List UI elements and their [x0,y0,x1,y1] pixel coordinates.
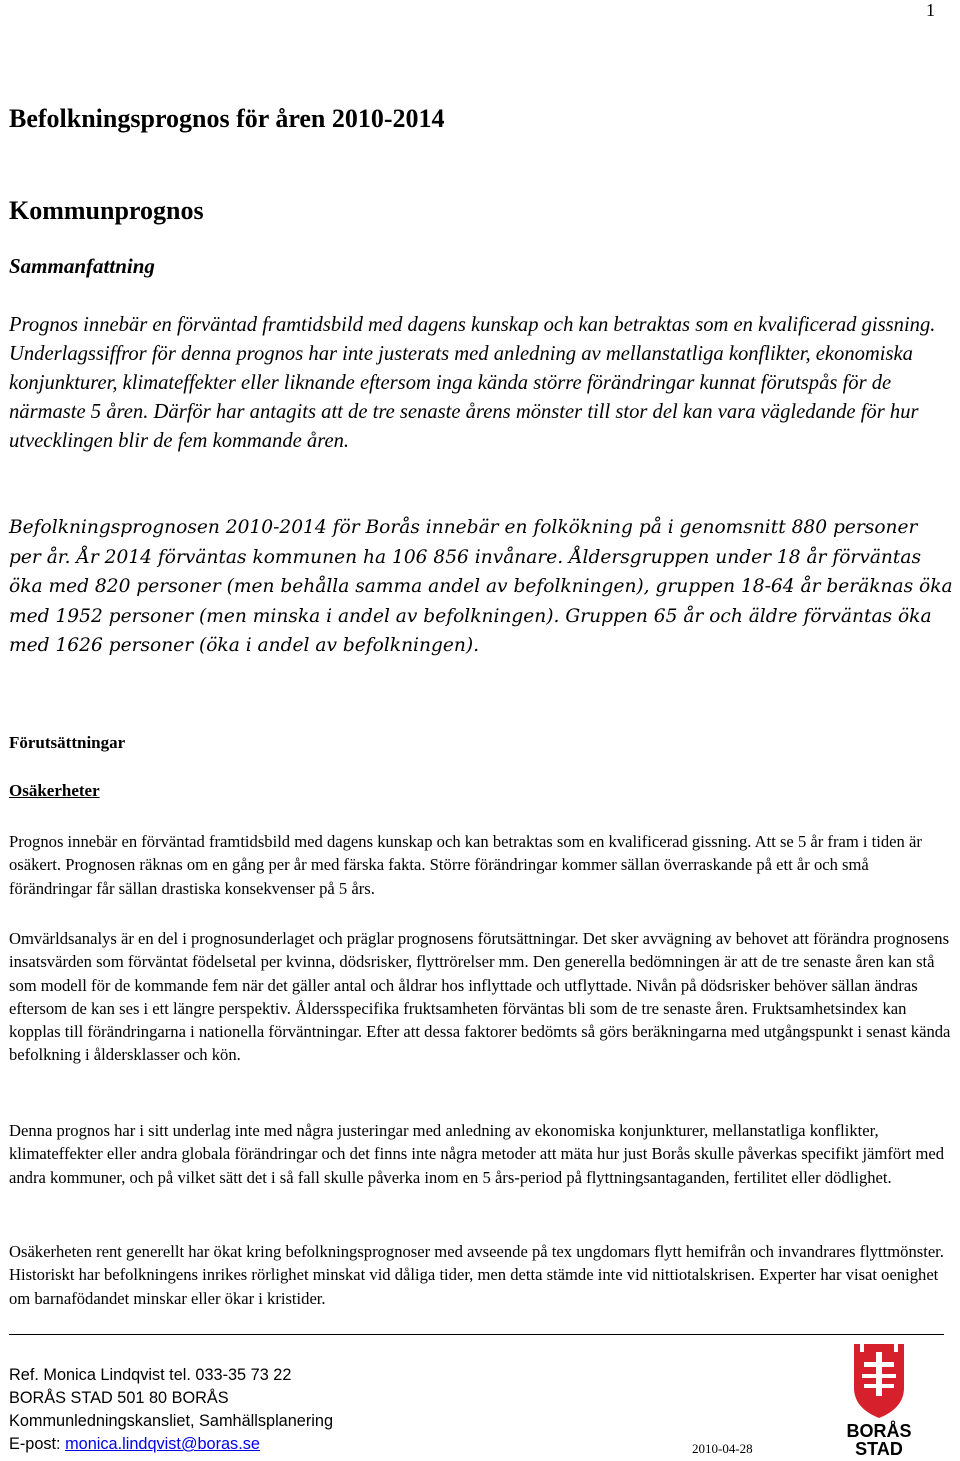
body-paragraph-4: Osäkerheten rent generellt har ökat kring befolkningsprognoser med avseende på tex ungdomars flytt hemifrån och invandrares flyttmönster. Historiskt har befolkningens inrikes rörlighet minskat vid dåliga tider, men detta stämde inte vid nittiotalskrisen. Experter har visat oenighet om barnafödandet minskar eller ökar i kristider. [9,1242,944,1308]
summary-paragraph-2: Befolkningsprognosen 2010-2014 för Borås innebär en folkökning på i genomsnitt 880 personer per år. År 2014 förväntas kommunen ha 106 856 invånare. Åldersgruppen under 18 år förväntas öka med 820 personer (men behålla samma andel av befolkningen), gruppen 18-64 år beräknas öka med 1952 personer (men minska i andel av befolkningen). Gruppen 65 år och äldre förväntas öka med 1626 personer (öka i andel av befolkningen). [9,517,953,656]
section-title: Kommunprognos [9,196,204,225]
document-title: Befolkningsprognos för åren 2010-2014 [9,104,445,133]
uncertainties-subheading: Osäkerheter [9,781,100,800]
summary-heading: Sammanfattning [9,254,155,278]
footer-address: BORÅS STAD 501 80 BORÅS [9,1389,229,1407]
page-number: 1 [926,0,935,20]
body-paragraph-1: Prognos innebär en förväntad framtidsbild med dagens kunskap och kan betraktas som en kvalificerad gissning. Att se 5 år fram i tiden är osäkert. Prognosen räknas om en gång per år med färska fakta. Större förändringar kommer sällan överraskande på ett år och små förändringar får sällan drastiska konsekvenser på 5 års. [9,832,922,898]
summary-paragraph-1: Prognos innebär en förväntad framtidsbild med dagens kunskap och kan betraktas som en kvalificerad gissning. Underlagssiffror för denna prognos har inte justerats med anledning av mellanstatliga konflikter, ekonomiska konjunkturer, klimateffekter eller liknande eftersom inga kända större förändringar kunnat förutspås för de närmaste 5 åren. Därför har antagits att de tre senaste årens mönster till stor del kan vara vägledande för hur utvecklingen blir de fem kommande åren. [9,314,936,452]
footer-email-line [9,1433,333,1456]
footer-ref: Ref. Monica Lindqvist tel. 033-35 73 22 [9,1366,292,1384]
boras-crest-logo-icon [836,1338,922,1458]
logo-text-line2: STAD [855,1439,903,1458]
logo-text-line1: BORÅS [846,1421,912,1441]
body-paragraph-3: Denna prognos har i sitt underlag inte med några justeringar med anledning av ekonomiska konjunkturer, mellanstatliga konflikter, klimateffekter eller andra globala förändringar och det finns inte några metoder att mäta hur just Borås skulle påverkas specifikt jämfört med andra kommuner, och på vilket sätt det i så fall skulle påverka inom en 5 års-period på flyttningsantaganden, fertilitet eller dödlighet. [9,1121,945,1187]
body-paragraph-2: Omvärldsanalys är en del i prognosunderlaget och präglar prognosens förutsättningar. Det sker avvägning av behovet att förändra prognosens insatsvärden som förväntat födelsetal per kvinna, dödsrisker, flyttrörelser mm. Den generella bedömningen är att de tre senaste åren kan stå som modell för de kommande fem när det gäller antal och åldrar hos inflyttade och utflyttade. Nivån på dödsrisker behöver sällan ändras eftersom de kan ses i ett längre perspektiv. Åldersspecifika fruktsamheten förväntas bli som de tre senaste åren. Fruktsamhetsindex kan kopplas till förändringarna i nationella förväntningar. Efter att dessa faktorer bedömts så görs beräkningarna med utgångspunkt i senast kända befolkning i åldersklasser och kön. [9,929,951,1065]
footer-divider [9,1334,944,1335]
prerequisites-heading: Förutsättningar [9,733,126,752]
footer-date: 2010-04-28 [692,1441,753,1456]
footer-department: Kommunledningskansliet, Samhällsplanering [9,1412,333,1430]
footer-contact [9,1364,333,1456]
email-link[interactable]: monica.lindqvist@boras.se [65,1435,260,1453]
email-label: E-post: [9,1435,66,1453]
